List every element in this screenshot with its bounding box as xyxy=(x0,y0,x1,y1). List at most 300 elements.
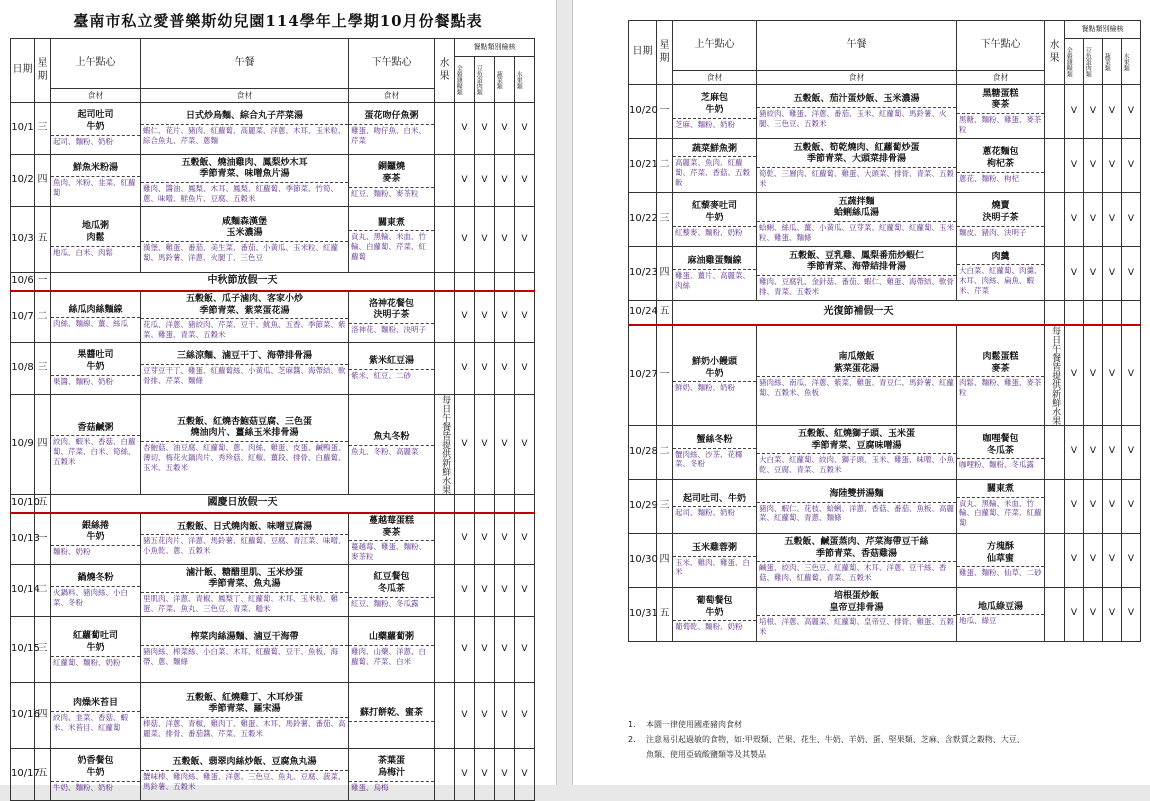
row-weekday: 四 xyxy=(35,155,51,207)
fruit-cell xyxy=(1045,587,1065,641)
snack-am-cell-ingredients: 鮮奶、麵粉、奶粉 xyxy=(675,383,735,393)
lunch-cell-dish: 五穀飯、筍乾燒肉、紅蘿蔔炒蛋 季節青菜、大頭菜排骨湯 xyxy=(757,142,956,168)
check-mark: V xyxy=(455,155,475,207)
snack-am-cell-dish: 蔬菜鮮魚粥 xyxy=(673,143,756,158)
lunch-cell-dish: 五穀飯、燒油雞肉、鳳梨炒木耳 季節青菜、味噌魚片湯 xyxy=(141,157,348,183)
check-mark: V xyxy=(455,617,475,683)
fruit-cell-empty xyxy=(435,495,455,513)
check-mark: V xyxy=(1103,533,1122,587)
header-ingredients: 食材 xyxy=(349,89,435,103)
note-2: 2. 注意易引起過敏的食物，如:甲殼類、芒果、花生、牛奶、羊奶、蛋、堅果類、芝麻、含麩質之穀物、大豆、 xyxy=(628,735,1025,745)
snack-am-cell-ingredients: 果醬、麵粉、奶粉 xyxy=(53,376,113,386)
lunch-cell xyxy=(757,193,957,247)
snack-pm-cell-dish: 蛋花吻仔魚粥 xyxy=(349,110,434,125)
row-date: 10/15 xyxy=(11,617,35,683)
header-check-title: 餐點類別檢核 xyxy=(455,39,535,57)
check-mark: V xyxy=(1065,85,1084,139)
lunch-cell-dish: 五穀飯、紅燒雞丁、木耳炒蛋 季節青菜、羅宋湯 xyxy=(141,692,348,718)
check-mark: V xyxy=(1084,479,1103,533)
check-cell-empty xyxy=(1084,301,1103,325)
header-snack-pm: 下午點心 xyxy=(349,39,435,89)
check-mark: V xyxy=(1103,85,1122,139)
snack-am-cell-dish: 鮮魚米粉湯 xyxy=(51,162,140,177)
header-snack-am: 上午點心 xyxy=(51,39,141,89)
snack-am-cell-dish: 鮮奶小饅頭 牛奶 xyxy=(673,356,756,382)
fruit-cell xyxy=(435,565,455,617)
snack-am-cell-ingredients: 起司、麵粉、奶粉 xyxy=(53,136,113,146)
row-weekday: 二 xyxy=(657,139,673,193)
menu-row xyxy=(629,139,1141,193)
fruit-cell xyxy=(1045,325,1065,426)
check-mark: V xyxy=(1122,193,1141,247)
check-mark: V xyxy=(1103,193,1122,247)
row-weekday: 一 xyxy=(657,325,673,426)
check-cell-empty xyxy=(515,495,535,513)
menu-row xyxy=(629,587,1141,641)
check-mark: V xyxy=(1084,193,1103,247)
snack-pm-cell-ingredients: 雞蛋、麵粉、仙草、二砂 xyxy=(959,568,1042,578)
snack-am-cell xyxy=(51,513,141,565)
check-mark: V xyxy=(455,565,475,617)
snack-am-cell-dish: 玉米雞蓉粥 xyxy=(673,542,756,557)
check-mark: V xyxy=(455,513,475,565)
fruit-cell xyxy=(1045,479,1065,533)
check-cell-empty xyxy=(495,495,515,513)
fruit-cell xyxy=(1045,139,1065,193)
snack-am-cell-ingredients: 肉絲、麵線、薑、絲瓜 xyxy=(53,319,128,329)
row-date: 10/2 xyxy=(11,155,35,207)
fruit-cell xyxy=(1045,193,1065,247)
lunch-cell-ingredients: 豬絞肉、雞蛋、洋蔥、番茄、玉米、紅蘿蔔、馬鈴薯、火腿、三色豆、五穀米 xyxy=(759,109,947,128)
header-check-label: 水果類 xyxy=(515,70,523,89)
check-mark: V xyxy=(1122,247,1141,301)
check-mark: V xyxy=(1122,425,1141,479)
snack-am-cell-ingredients: 葡萄乾、麵粉、奶粉 xyxy=(675,622,743,632)
header-ingredients: 食材 xyxy=(757,71,957,85)
header-check-label: 全穀雜糧類 xyxy=(1065,46,1073,77)
header-check-title: 餐點類別檢核 xyxy=(1065,21,1141,39)
check-mark: V xyxy=(515,617,535,683)
snack-am-cell-ingredients: 火鍋料、豬肉絲、小白菜、冬粉 xyxy=(53,588,128,607)
check-mark: V xyxy=(495,291,515,343)
row-weekday: 三 xyxy=(35,103,51,155)
header-lunch: 午餐 xyxy=(141,39,349,89)
check-cell-empty xyxy=(1122,301,1141,325)
lunch-cell-ingredients: 雞肉、豆腐乳、金針菇、番茄、蝦仁、雞蛋、海帶結、軟骨排、青菜、五穀米 xyxy=(759,276,954,296)
check-mark: V xyxy=(1084,85,1103,139)
header-lunch: 午餐 xyxy=(757,21,957,71)
snack-am-cell xyxy=(51,291,141,343)
menu-row xyxy=(11,207,535,273)
fruit-cell xyxy=(435,749,455,801)
lunch-cell-dish: 五穀飯、瓜子滷肉、客家小炒 季節青菜、紫菜蛋花湯 xyxy=(141,293,348,319)
snack-pm-cell-ingredients: 咖哩粉、麵粉、冬瓜露 xyxy=(959,460,1034,470)
snack-pm-cell xyxy=(957,587,1045,641)
check-mark: V xyxy=(455,343,475,395)
header-check-label: 水果類 xyxy=(1122,52,1130,71)
row-date: 10/31 xyxy=(629,587,657,641)
snack-am-cell-dish: 香菇鹹粥 xyxy=(51,422,140,437)
check-mark: V xyxy=(495,155,515,207)
lunch-cell-ingredients: 花瓜、洋蔥、豬絞肉、芹菜、豆干、魷魚、五香、季節菜、紫菜、雞蛋、青菜、五穀米 xyxy=(143,320,346,339)
header-fruit: 水果 xyxy=(435,39,455,103)
check-mark: V xyxy=(495,513,515,565)
check-mark: V xyxy=(1065,193,1084,247)
fruit-cell xyxy=(435,207,455,273)
snack-pm-cell-ingredients: 黑糖、麵粉、雞蛋、麥茶粒 xyxy=(959,114,1042,134)
header-date: 日期 xyxy=(11,39,35,103)
check-mark: V xyxy=(475,683,495,749)
menu-row xyxy=(629,533,1141,587)
lunch-cell xyxy=(757,85,957,139)
lunch-cell xyxy=(141,155,349,207)
lunch-cell xyxy=(757,139,957,193)
snack-am-cell-dish: 麻油雞蛋麵線 xyxy=(673,255,756,270)
snack-pm-cell-ingredients: 地瓜、綠豆 xyxy=(959,616,997,626)
lunch-cell xyxy=(141,207,349,273)
snack-pm-cell xyxy=(349,291,435,343)
row-weekday: 二 xyxy=(35,565,51,617)
snack-pm-cell-ingredients xyxy=(349,722,434,724)
lunch-cell-ingredients: 豬五花肉片、洋蔥、馬鈴薯、紅蘿蔔、豆腐、青江菜、味噌、小魚乾、蔥、五穀米 xyxy=(143,536,346,556)
snack-pm-cell-dish: 茶葉蛋 烏梅汁 xyxy=(349,755,434,781)
check-mark: V xyxy=(475,395,495,495)
snack-am-cell-dish: 絲瓜肉絲麵線 xyxy=(51,304,140,319)
snack-am-cell-ingredients: 雞蛋、薑片、高麗菜、肉絲 xyxy=(675,271,750,290)
lunch-cell xyxy=(141,749,349,801)
snack-pm-cell xyxy=(349,343,435,395)
row-date: 10/28 xyxy=(629,425,657,479)
fruit-cell xyxy=(435,513,455,565)
fruit-cell xyxy=(1045,247,1065,301)
check-mark: V xyxy=(1065,247,1084,301)
lunch-cell xyxy=(757,479,957,533)
menu-table-left xyxy=(10,38,535,801)
fruit-cell xyxy=(435,103,455,155)
fruit-cell xyxy=(435,155,455,207)
lunch-cell-dish: 五穀飯、茄汁蛋炒飯、玉米濃湯 xyxy=(757,93,956,108)
menu-page-left xyxy=(0,0,556,792)
snack-am-cell-ingredients: 絞肉、蝦米、香菇、白蘿蔔、芹菜、白米、筍絲、五穀米 xyxy=(53,437,136,466)
snack-am-cell-dish: 蟹絲冬粉 xyxy=(673,434,756,449)
snack-pm-cell-dish: 紫米紅豆湯 xyxy=(349,355,434,370)
header-check-item xyxy=(495,57,515,103)
lunch-cell-dish: 日式炒烏麵、綜合丸子芹菜湯 xyxy=(141,110,348,125)
check-mark: V xyxy=(515,683,535,749)
lunch-cell-ingredients: 筍乾、三層肉、紅蘿蔔、雞蛋、大頭菜、排骨、青菜、五穀米 xyxy=(759,168,954,188)
check-mark: V xyxy=(495,683,515,749)
lunch-cell-dish: 培根蛋炒飯 皇帝豆排骨湯 xyxy=(757,590,956,616)
snack-pm-cell xyxy=(957,247,1045,301)
snack-pm-cell-dish: 方塊酥 仙草蜜 xyxy=(957,541,1044,567)
lunch-cell-ingredients: 豬肉、蝦仁、花枝、蛤蜊、洋蔥、香菇、番茄、魚板、高麗菜、紅蘿蔔、青蔥、麵條 xyxy=(759,503,954,523)
fruit-cell xyxy=(435,683,455,749)
lunch-cell-ingredients: 蛤蜊、絲瓜、薑、小黃瓜、豆芽菜、紅蘿蔔、紅蘿蔔、玉米粒、雞蛋、麵條 xyxy=(759,222,954,242)
row-date: 10/30 xyxy=(629,533,657,587)
snack-am-cell-ingredients: 蟹肉絲、沙茶、花椰菜、冬粉 xyxy=(675,449,743,469)
note-2-cont: 魚類、使用亞硫酸鹽類等及其製品 xyxy=(646,750,766,760)
menu-table-right xyxy=(628,20,1141,642)
lunch-cell-dish: 滷汁飯、糖醋里肌、玉米炒蛋 季節青菜、魚丸湯 xyxy=(141,567,348,593)
snack-pm-cell-dish: 銅鑼燒 麥茶 xyxy=(349,161,434,187)
snack-am-cell-ingredients: 玉米、雞肉、雞蛋、白米 xyxy=(675,557,750,577)
menu-row xyxy=(629,425,1141,479)
holiday-label: 國慶日放假一天 xyxy=(51,495,435,513)
lunch-cell xyxy=(141,617,349,683)
check-mark: V xyxy=(475,749,495,801)
snack-pm-cell-ingredients: 大白菜、紅蘿蔔、肉羹、木耳、肉絲、扁魚、蝦米、芹菜 xyxy=(959,266,1042,295)
lunch-cell-ingredients: 豬肉絲、榨菜絲、小白菜、木耳、紅蘿蔔、豆干、魚板、海帶、蔥、麵條 xyxy=(143,647,338,666)
snack-pm-cell xyxy=(349,155,435,207)
row-weekday: 五 xyxy=(35,495,51,513)
lunch-cell xyxy=(141,291,349,343)
lunch-cell xyxy=(757,247,957,301)
row-date: 10/29 xyxy=(629,479,657,533)
snack-pm-cell-ingredients: 貢丸、黑輪、米血、竹輪、白蘿蔔、芹菜、紅蘿蔔 xyxy=(959,498,1042,528)
snack-pm-cell-dish: 關東煮 xyxy=(349,217,434,232)
lunch-cell-dish: 五穀飯、豆乳雞、鳳梨番茄炒蝦仁 季節青菜、海帶結排骨湯 xyxy=(757,250,956,276)
fruit-note: 每日午餐皆提供新鮮水果 xyxy=(440,395,451,494)
snack-pm-cell-dish: 關東煮 xyxy=(957,483,1044,498)
snack-pm-cell-dish: 黑糖蛋糕 麥茶 xyxy=(957,88,1044,114)
check-mark: V xyxy=(455,683,475,749)
snack-am-cell xyxy=(673,193,757,247)
snack-am-cell xyxy=(51,617,141,683)
header-ingredients: 食材 xyxy=(51,89,141,103)
lunch-cell-ingredients: 培根、洋蔥、高麗菜、紅蘿蔔、皇帝豆、排骨、雞蛋、五穀米 xyxy=(759,617,954,637)
row-date: 10/16 xyxy=(11,683,35,749)
check-mark: V xyxy=(475,103,495,155)
check-mark: V xyxy=(515,513,535,565)
check-mark: V xyxy=(515,103,535,155)
check-mark: V xyxy=(515,343,535,395)
check-cell-empty xyxy=(455,495,475,513)
header-weekday: 星期 xyxy=(657,21,673,85)
header-ingredients: 食材 xyxy=(141,89,349,103)
check-mark: V xyxy=(495,395,515,495)
snack-am-cell-ingredients: 絞肉、韭菜、香菇、蝦米、米苔目、紅蘿蔔 xyxy=(53,713,128,732)
check-mark: V xyxy=(495,343,515,395)
row-weekday: 一 xyxy=(657,85,673,139)
snack-am-cell-ingredients: 高麗菜、魚肉、紅蘿蔔、芹菜、香菇、五穀飯 xyxy=(675,158,750,187)
lunch-cell xyxy=(757,425,957,479)
check-mark: V xyxy=(515,565,535,617)
snack-pm-cell xyxy=(957,193,1045,247)
lunch-cell xyxy=(141,513,349,565)
check-mark: V xyxy=(1065,425,1084,479)
snack-am-cell xyxy=(51,683,141,749)
row-date: 10/7 xyxy=(11,291,35,343)
check-mark: V xyxy=(1084,425,1103,479)
menu-page-right xyxy=(573,0,1150,785)
lunch-cell-ingredients: 豬肉絲、南瓜、洋蔥、紫菜、雞蛋、青豆仁、馬鈴薯、紅蘿蔔、五穀米、魚板 xyxy=(759,378,954,398)
page-gap xyxy=(556,0,573,785)
snack-pm-cell-ingredients: 魚丸、冬粉、高麗菜 xyxy=(351,446,419,456)
lunch-cell-ingredients: 蝦仁、花片、豬肉、紅蘿蔔、高麗菜、洋蔥、木耳、玉米粒、綜合魚丸、芹菜、蔥麵 xyxy=(143,126,346,145)
check-mark: V xyxy=(515,749,535,801)
snack-pm-cell-ingredients: 紫米、紅豆、二砂 xyxy=(351,370,411,380)
lunch-cell xyxy=(141,395,349,495)
lunch-cell-dish: 五穀飯、翡翠肉絲炒飯、豆腐魚丸湯 xyxy=(141,756,348,771)
check-mark: V xyxy=(475,617,495,683)
lunch-cell-ingredients: 里肌肉、洋蔥、青椒、鳳梨丁、紅蘿蔔、木耳、玉米粒、雞蛋、芹菜、魚丸、三色豆、青菜、糙米 xyxy=(143,593,338,613)
check-mark: V xyxy=(1103,587,1122,641)
lunch-cell xyxy=(141,103,349,155)
snack-am-cell-dish: 起司吐司 牛奶 xyxy=(51,109,140,135)
check-mark: V xyxy=(1084,325,1103,426)
holiday-row xyxy=(11,495,535,513)
note-1: 1. 本園一律使用國產豬肉食材 xyxy=(628,720,742,729)
row-weekday: 五 xyxy=(35,207,51,273)
check-mark: V xyxy=(475,565,495,617)
holiday-label: 光復節補假一天 xyxy=(673,301,1045,325)
menu-row xyxy=(11,617,535,683)
snack-pm-cell-ingredients: 洛神花、麵粉、決明子 xyxy=(351,325,426,335)
snack-pm-cell xyxy=(349,103,435,155)
lunch-cell-ingredients: 棒菇、洋蔥、青椒、雞肉丁、雞蛋、木耳、馬鈴薯、番茄、高麗菜、排骨、番茄醬、芹菜、五穀米 xyxy=(143,718,346,738)
snack-pm-cell-ingredients: 雞蛋、吻仔魚、白米、芹菜 xyxy=(351,126,426,145)
check-cell-empty xyxy=(475,273,495,291)
holiday-label: 中秋節放假一天 xyxy=(51,273,435,291)
lunch-cell-dish: 榨菜肉絲湯麵、滷豆干海帶 xyxy=(141,631,348,646)
row-weekday: 四 xyxy=(657,533,673,587)
header-date: 日期 xyxy=(629,21,657,85)
fruit-cell-empty xyxy=(435,273,455,291)
check-mark: V xyxy=(1122,139,1141,193)
fruit-cell xyxy=(1045,533,1065,587)
snack-am-cell xyxy=(51,749,141,801)
menu-row xyxy=(11,683,535,749)
row-date: 10/17 xyxy=(11,749,35,801)
check-cell-empty xyxy=(495,273,515,291)
check-cell-empty xyxy=(1065,301,1084,325)
lunch-cell-dish: 五穀飯、紅燒獅子頭、玉米蛋 季節青菜、豆腐味噌湯 xyxy=(757,428,956,454)
snack-am-cell xyxy=(51,103,141,155)
lunch-cell-dish: 海陸雙拼湯麵 xyxy=(757,488,956,503)
header-check-label: 蔬菜類 xyxy=(495,70,503,89)
snack-pm-cell-ingredients: 紅豆、麵粉、麥茶粒 xyxy=(351,188,419,198)
row-date: 10/23 xyxy=(629,247,657,301)
snack-am-cell xyxy=(51,207,141,273)
check-mark: V xyxy=(1103,425,1122,479)
snack-am-cell xyxy=(673,85,757,139)
header-check-item xyxy=(1122,39,1141,85)
snack-pm-cell-ingredients: 肉鬆、麵粉、雞蛋、麥茶粒 xyxy=(959,378,1042,398)
snack-pm-cell-ingredients: 紅豆、麵粉、冬瓜露 xyxy=(351,598,419,608)
holiday-row xyxy=(629,301,1141,325)
check-mark: V xyxy=(495,207,515,273)
menu-row xyxy=(11,395,535,495)
check-mark: V xyxy=(1065,587,1084,641)
snack-pm-cell-dish: 燒賣 決明子茶 xyxy=(957,200,1044,226)
menu-row xyxy=(629,247,1141,301)
check-mark: V xyxy=(515,291,535,343)
check-mark: V xyxy=(515,207,535,273)
header-check-item xyxy=(1084,39,1103,85)
menu-row xyxy=(11,513,535,565)
holiday-row xyxy=(11,273,535,291)
row-date: 10/24 xyxy=(629,301,657,325)
row-weekday: 一 xyxy=(35,273,51,291)
snack-am-cell xyxy=(51,343,141,395)
menu-row xyxy=(11,565,535,617)
snack-pm-cell-ingredients: 蔓越莓、雞蛋、麵粉、麥茶粒 xyxy=(351,542,426,561)
page-title: 臺南市私立愛普樂斯幼兒園114學年上學期10月份餐點表 xyxy=(73,12,483,30)
lunch-cell-ingredients: 蟹味棒、雞肉絲、雞蛋、洋蔥、三色豆、魚丸、豆腐、菠菜、馬鈴薯、五穀米 xyxy=(143,772,346,791)
check-mark: V xyxy=(1084,247,1103,301)
check-mark: V xyxy=(455,103,475,155)
check-mark: V xyxy=(1084,139,1103,193)
snack-am-cell-ingredients: 麵粉、奶粉 xyxy=(53,547,91,557)
snack-pm-cell xyxy=(957,533,1045,587)
snack-am-cell-dish: 紅蘿蔔吐司 牛奶 xyxy=(51,630,140,656)
snack-pm-cell xyxy=(957,85,1045,139)
snack-am-cell xyxy=(673,533,757,587)
check-mark: V xyxy=(455,395,475,495)
snack-pm-cell xyxy=(957,325,1045,426)
lunch-cell-ingredients: 大白菜、紅蘿蔔、絞肉、獅子頭、玉米、雞蛋、味噌、小魚乾、豆腐、青菜、五穀米 xyxy=(759,455,954,475)
fruit-cell-empty xyxy=(1045,301,1065,325)
snack-am-cell xyxy=(673,425,757,479)
snack-am-cell xyxy=(51,395,141,495)
snack-pm-cell xyxy=(349,395,435,495)
check-mark: V xyxy=(1122,479,1141,533)
snack-pm-cell-dish: 蔥花麵包 枸杞茶 xyxy=(957,146,1044,172)
lunch-cell-dish: 五穀飯、紅燒杏鮑菇豆腐、三色蛋 燒油肉片、薑絲玉米排骨湯 xyxy=(141,416,348,442)
snack-am-cell xyxy=(673,587,757,641)
snack-am-cell xyxy=(51,565,141,617)
snack-am-cell-dish: 葡萄餐包 牛奶 xyxy=(673,595,756,621)
check-mark: V xyxy=(515,155,535,207)
snack-am-cell-dish: 起司吐司、牛奶 xyxy=(673,493,756,508)
check-mark: V xyxy=(1122,325,1141,426)
fruit-cell xyxy=(435,343,455,395)
lunch-cell-dish: 南瓜燉飯 紫菜蛋花湯 xyxy=(757,351,956,377)
menu-row xyxy=(11,749,535,801)
snack-am-cell-ingredients: 魚肉、米粉、韭菜、紅蘿蔔 xyxy=(53,178,136,197)
snack-pm-cell xyxy=(349,683,435,749)
snack-pm-cell-ingredients: 貢丸、黑輪、米血、竹輪、白蘿蔔、芹菜、紅蘿蔔 xyxy=(351,232,426,261)
header-check-item xyxy=(515,57,535,103)
row-date: 10/6 xyxy=(11,273,35,291)
lunch-cell-dish: 五穀飯、日式燒肉飯、味噌豆腐湯 xyxy=(141,521,348,536)
menu-row xyxy=(629,479,1141,533)
fruit-cell xyxy=(1045,85,1065,139)
lunch-cell-dish: 三絲涼麵、滷豆干丁、海帶排骨湯 xyxy=(141,350,348,365)
row-weekday: 四 xyxy=(35,395,51,495)
check-mark: V xyxy=(455,749,475,801)
check-mark: V xyxy=(1065,533,1084,587)
snack-am-cell-ingredients: 紅蘿蔔、麵粉、奶粉 xyxy=(53,657,121,667)
snack-pm-cell xyxy=(957,139,1045,193)
snack-pm-cell-dish: 洛神花餐包 決明子茶 xyxy=(349,298,434,324)
snack-am-cell xyxy=(673,139,757,193)
check-mark: V xyxy=(1122,85,1141,139)
fruit-cell xyxy=(435,395,455,495)
check-mark: V xyxy=(1122,587,1141,641)
lunch-cell-ingredients: 漢堡、雞蛋、番茄、美生菜、番茄、小黃瓜、玉米粒、紅蘿蔔、馬鈴薯、洋蔥、火腿丁、三色豆 xyxy=(143,242,338,262)
check-mark: V xyxy=(1103,479,1122,533)
check-mark: V xyxy=(1065,139,1084,193)
header-check-item xyxy=(1065,39,1084,85)
snack-am-cell-dish: 鍋燒冬粉 xyxy=(51,572,140,587)
lunch-cell-ingredients: 雞肉、醬油、鳳梨、木耳、鳳梨、紅蘿蔔、季節菜、竹筍、蔥、味噌、鮮魚片、豆腐、五穀米 xyxy=(143,183,338,203)
snack-pm-cell-ingredients: 蔥花、麵粉、枸杞 xyxy=(959,173,1019,183)
row-weekday: 三 xyxy=(35,617,51,683)
header-check-label: 豆魚蛋肉類 xyxy=(1084,46,1092,77)
check-mark: V xyxy=(495,565,515,617)
row-date: 10/9 xyxy=(11,395,35,495)
